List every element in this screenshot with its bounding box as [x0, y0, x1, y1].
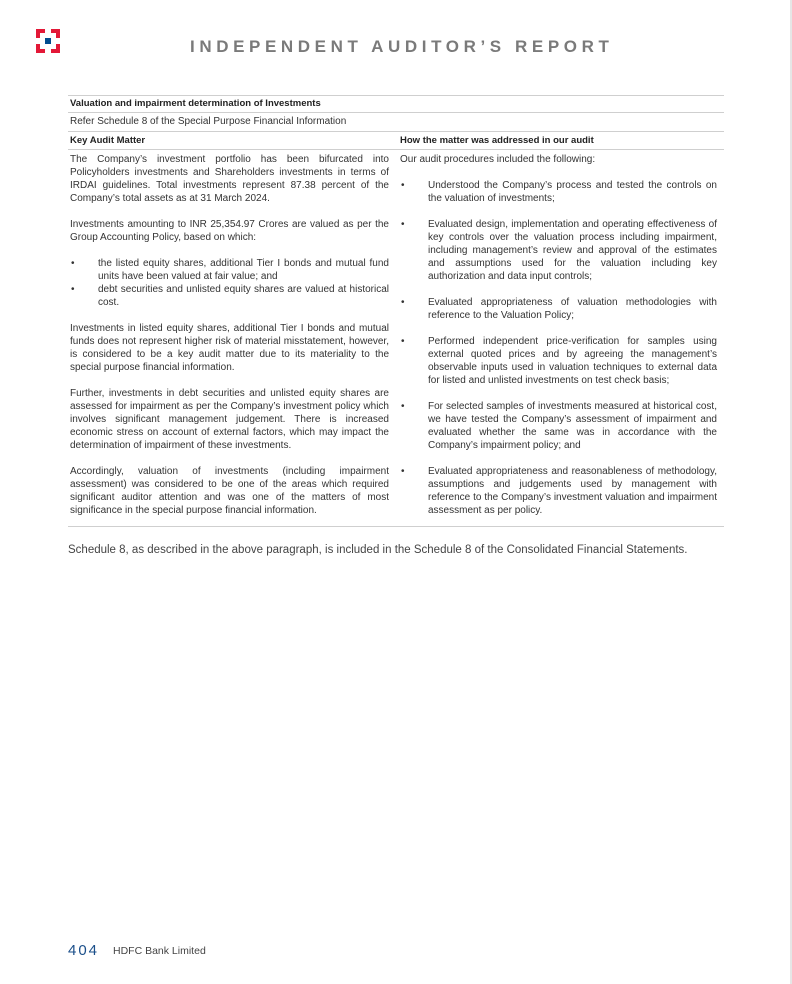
- bullet-icon: •: [401, 466, 405, 477]
- list-item: • Understood the Company’s process and tested the controls on the valuation of investments;: [401, 180, 717, 204]
- hdfc-logo-icon: [36, 29, 60, 53]
- section-title: Valuation and impairment determination of Investments: [68, 96, 724, 113]
- bullet-icon: •: [401, 297, 405, 308]
- list-item: • Evaluated design, implementation and operating effectiveness of key controls over the valuation process including impairment, including management’s review and approval of the estimates and assumptions used for the valuation including key authorization and data input controls;: [401, 219, 717, 282]
- bullet-icon: •: [71, 284, 75, 295]
- kam-paragraph: Accordingly, valuation of investments (including impairment assessment) was considered to be one of the areas which required significant auditor attention and was one of the matters of most significance in the special purpose financial information.: [70, 466, 389, 516]
- bullet-icon: •: [401, 336, 405, 347]
- bullet-icon: •: [71, 258, 75, 269]
- bullet-icon: •: [401, 180, 405, 191]
- list-item: • Evaluated appropriateness of valuation methodologies with reference to the Valuation Policy;: [401, 297, 717, 321]
- report-title: INDEPENDENT AUDITOR’S REPORT: [190, 37, 614, 56]
- bullet-icon: •: [401, 219, 405, 230]
- audit-response-heading: How the matter was addressed in our audit: [400, 135, 594, 146]
- bullet-icon: •: [401, 401, 405, 412]
- key-audit-matter-column: [70, 153, 389, 517]
- page-number: 404: [68, 942, 100, 959]
- audit-intro: Our audit procedures included the following:: [400, 154, 596, 165]
- column-headings: [68, 132, 724, 150]
- list-item: • For selected samples of investments measured at historical cost, we have tested the Company’s assessment of impairment and evaluated whether the same was in accordance with the Company’s impairment policy; and: [401, 401, 717, 451]
- kam-paragraph: Investments amounting to INR 25,354.97 Crores are valued as per the Group Accounting Policy, based on which:: [70, 219, 389, 243]
- kam-paragraph: Investments in listed equity shares, additional Tier I bonds and mutual funds does not represent higher risk of material misstatement, however, is considered to be a key audit matter due to its materiality to the special purpose financial information.: [70, 323, 389, 373]
- company-name: HDFC Bank Limited: [113, 945, 206, 957]
- key-audit-matter-heading: Key Audit Matter: [70, 135, 146, 146]
- schedule-reference: Refer Schedule 8 of the Special Purpose Financial Information: [68, 113, 724, 132]
- audit-response-column: [400, 153, 717, 517]
- list-item: • Performed independent price-verification for samples using external quoted prices and by agreeing the management’s observable inputs used in valuation techniques to external data for listed and unlisted investments on test check basis;: [401, 336, 717, 386]
- list-item: • the listed equity shares, additional Tier I bonds and mutual fund units have been valued at fair value; and: [71, 258, 389, 282]
- kam-paragraph: The Company’s investment portfolio has been bifurcated into Policyholders investments and Shareholders investments in terms of IRDAI guidelines. Total investments represent 87.38 percent of the Company’s total assets as at 31 March 2024.: [70, 154, 389, 204]
- kam-paragraph: Further, investments in debt securities and unlisted equity shares are assessed for impairment as per the Company’s investment policy which involves significant management judgement. There is increased economic stress on account of external factors, which may impact the determination of impairment of these investments.: [70, 388, 389, 451]
- schedule-note: Schedule 8, as described in the above paragraph, is included in the Schedule 8 of the Consolidated Financial Statements.: [68, 544, 688, 556]
- list-item: • debt securities and unlisted equity shares are valued at historical cost.: [71, 284, 389, 308]
- key-audit-matter-table: [68, 95, 724, 527]
- list-item: • Evaluated appropriateness and reasonableness of methodology, assumptions and judgements used by management with reference to the Company’s investment valuation and impairment assessment as per policy.: [401, 466, 717, 516]
